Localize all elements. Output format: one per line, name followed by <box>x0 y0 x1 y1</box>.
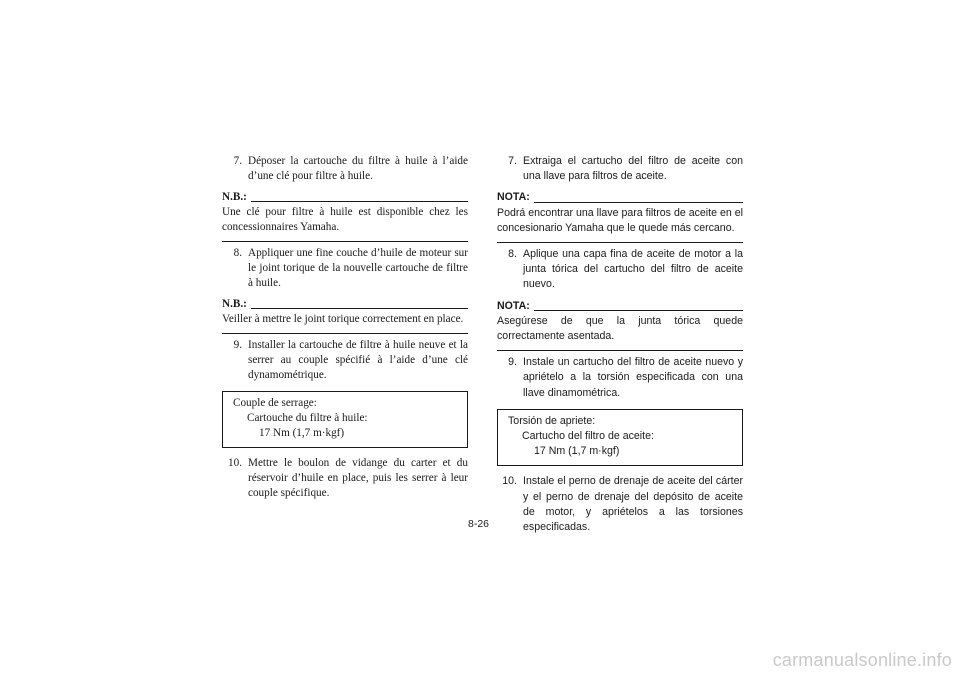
step-number: 7. <box>508 155 517 167</box>
note-2 <box>497 299 743 352</box>
step-7 <box>222 154 468 184</box>
note-text: Asegúrese de que la junta tórica quede correctamente asentada. <box>497 314 743 343</box>
step-9 <box>497 355 743 401</box>
note-heading-rule <box>251 201 468 202</box>
note-label: NOTA: <box>497 191 530 204</box>
note-text: Veiller à mettre le joint torique correctement en place. <box>222 313 464 325</box>
step-number: 8. <box>233 247 242 259</box>
step-number: 10. <box>228 457 242 469</box>
spec-item: Cartucho del filtro de aceite: <box>522 430 654 443</box>
note-2 <box>222 297 468 334</box>
step-number: 7. <box>233 155 242 167</box>
step-text: Appliquer une fine couche d’huile de moteur sur le joint torique de la nouvelle cartouche de filtre à huile. <box>248 247 468 289</box>
torque-spec-box <box>497 409 743 467</box>
note-end-rule <box>222 241 468 242</box>
step-number: 10. <box>502 475 517 488</box>
step-number: 9. <box>508 356 517 369</box>
step-number: 9. <box>233 339 242 351</box>
note-1 <box>497 190 743 243</box>
note-heading-rule <box>534 310 743 311</box>
step-text: Aplique una capa fina de aceite de motor a la junta tórica del cartucho del filtro de aceite nuevo. <box>523 248 743 291</box>
spec-title: Torsión de apriete: <box>508 414 596 427</box>
step-text: Déposer la cartouche du filtre à huile à l’aide d’une clé pour filtre à huile. <box>248 155 468 182</box>
note-end-rule <box>497 242 743 243</box>
note-label: NOTA: <box>497 299 530 312</box>
note-label: N.B.: <box>222 191 247 203</box>
watermark: carmanualsonline.info <box>772 650 952 670</box>
step-10 <box>497 474 743 535</box>
note-heading-rule <box>534 202 743 203</box>
note-label: N.B.: <box>222 298 247 310</box>
page-number: 8-26 <box>468 518 490 530</box>
step-8 <box>222 246 468 291</box>
step-7 <box>497 154 743 184</box>
step-text: Extraiga el cartucho del filtro de aceite con una llave para filtros de aceite. <box>523 155 743 183</box>
spanish-column <box>497 154 743 535</box>
note-end-rule <box>497 350 743 351</box>
step-text: Instale el perno de drenaje de aceite del cárter y el perno de drenaje del depósito de aceite de motor, y apriételos a las torsiones especificadas. <box>523 475 743 534</box>
step-10 <box>222 456 468 501</box>
spec-value: 17 Nm (1,7 m·kgf) <box>259 427 345 439</box>
step-text: Instale un cartucho del filtro de aceite nuevo y apriételo a la torsión especificada con una llave dinamométrica. <box>523 356 743 399</box>
note-1 <box>222 190 468 242</box>
note-text: Podrá encontrar una llave para filtros de aceite en el concesionario Yamaha que le quede más cercano. <box>497 206 743 234</box>
step-text: Installer la cartouche de filtre à huile neuve et la serrer au couple spécifié à l’aide d’une clé dynamométrique. <box>248 339 468 381</box>
spec-value: 17 Nm (1,7 m·kgf) <box>534 445 620 458</box>
step-number: 8. <box>508 248 517 261</box>
note-end-rule <box>222 333 468 334</box>
step-text: Mettre le boulon de vidange du carter et du réservoir d’huile en place, puis les serrer à leur couple spécifique. <box>248 457 468 499</box>
note-heading-rule <box>251 308 468 309</box>
step-8 <box>497 247 743 293</box>
torque-spec-box <box>222 391 468 448</box>
spec-item: Cartouche du filtre à huile: <box>247 412 368 424</box>
french-column <box>222 154 468 501</box>
step-9 <box>222 338 468 383</box>
note-text: Une clé pour filtre à huile est disponible chez les concessionnaires Yamaha. <box>222 206 468 233</box>
spec-title: Couple de serrage: <box>233 397 317 409</box>
